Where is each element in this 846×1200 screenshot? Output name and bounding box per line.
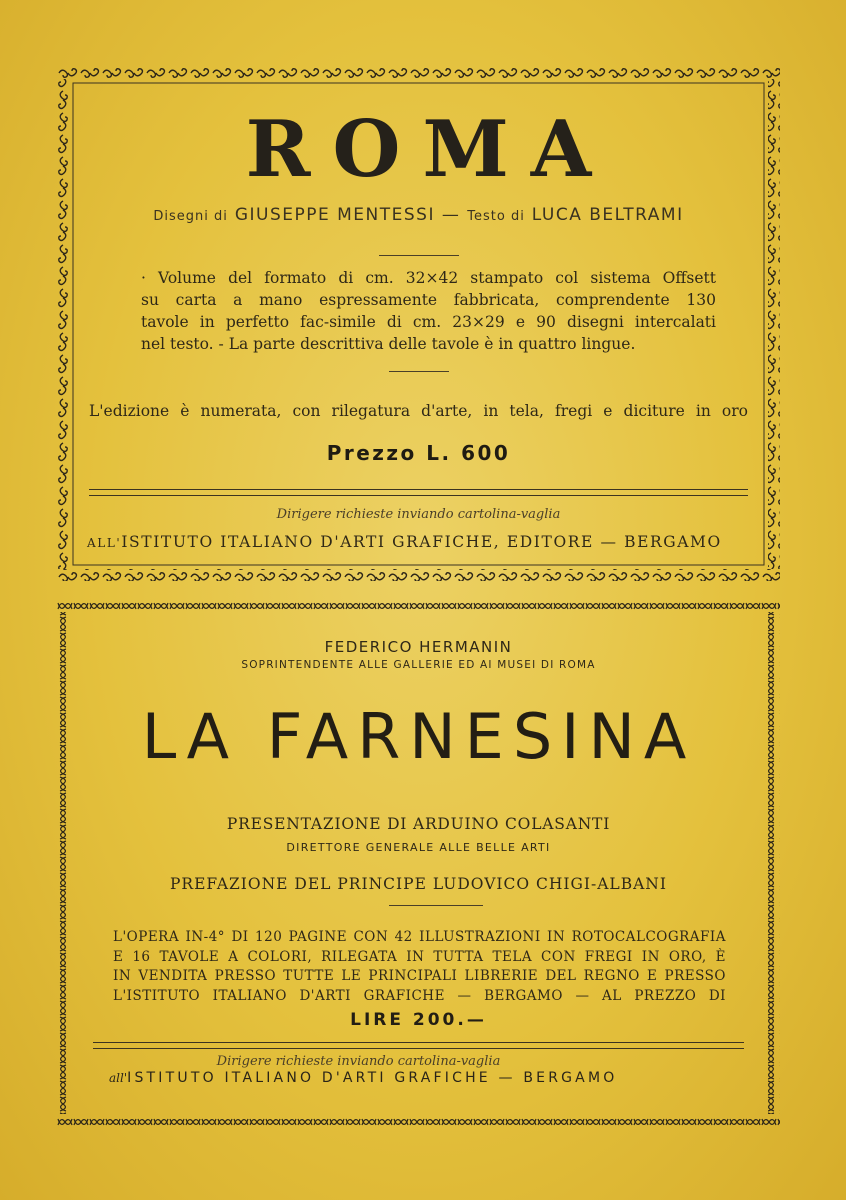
farnesina-author-role: SOPRINTENDENTE ALLE GALLERIE ED AI MUSEI DI ROMA — [241, 659, 596, 671]
description-line: nel testo. - La parte descrittiva delle tavole è in quattro lingue. — [141, 335, 636, 353]
divider — [379, 255, 459, 256]
description-line: su carta a mano espressamente fabbricata, comprendente 130 — [141, 291, 716, 309]
divider — [389, 371, 449, 372]
illustrator-name: GIUSEPPE MENTESSI — [234, 205, 435, 225]
credits-prefix: Disegni di — [153, 209, 228, 224]
divider — [389, 905, 483, 906]
roma-title: ROMA — [245, 104, 614, 195]
double-rule — [93, 1042, 744, 1049]
credits-dash: — — [441, 205, 461, 225]
description-line: · Volume del formato di cm. 32×42 stampato col sistema Offsett — [141, 269, 716, 287]
description-line: IN VENDITA PRESSO TUTTE LE PRINCIPALI LIBRERIE DEL REGNO E PRESSO — [113, 968, 726, 984]
farnesina-order-instructions: Dirigere richieste inviando cartolina-vaglia — [216, 1054, 501, 1069]
publisher-prefix: all' — [109, 1071, 128, 1085]
roma-advertisement — [57, 67, 780, 581]
double-rule — [89, 489, 748, 496]
description-line: E 16 TAVOLE A COLORI, RILEGATA IN TUTTA TELA CON FREGI IN ORO, È — [113, 948, 726, 965]
publisher-name: ISTITUTO ITALIANO D'ARTI GRAFICHE, EDITORE — BERGAMO — [121, 533, 722, 551]
farnesina-presentation: PRESENTAZIONE DI ARDUINO COLASANTI — [226, 815, 611, 833]
farnesina-author: FEDERICO HERMANIN — [324, 638, 513, 656]
description-line: L'ISTITUTO ITALIANO D'ARTI GRAFICHE — BERGAMO — AL PREZZO DI — [113, 987, 726, 1004]
farnesina-presenter-role: DIRETTORE GENERALE ALLE BELLE ARTI — [286, 841, 551, 854]
roma-publisher — [87, 533, 752, 551]
farnesina-preface: PREFAZIONE DEL PRINCIPE LUDOVICO CHIGI-ALBANI — [170, 875, 667, 893]
roma-edition-note: L'edizione è numerata, con rilegatura d'arte, in tela, fregi e diciture in oro — [89, 402, 748, 420]
farnesina-advertisement — [57, 600, 780, 1126]
farnesina-price: LIRE 200.— — [350, 1010, 487, 1030]
publisher-name: ISTITUTO ITALIANO D'ARTI GRAFICHE — BERGAMO — [127, 1070, 618, 1086]
description-line: L'OPERA IN-4° DI 120 PAGINE CON 42 ILLUSTRAZIONI IN ROTOCALCOGRAFIA — [113, 929, 726, 945]
credits-text-label: Testo di — [467, 209, 525, 224]
publisher-prefix: ALL' — [87, 536, 122, 550]
writer-name: LUCA BELTRAMI — [531, 205, 684, 225]
roma-credits — [81, 205, 756, 225]
farnesina-description — [113, 928, 726, 1006]
roma-description — [141, 267, 716, 355]
roma-order-instructions: Dirigere richieste inviando cartolina-vaglia — [276, 507, 561, 522]
description-line: tavole in perfetto fac-simile di cm. 23×29 e 90 disegni intercalati — [141, 313, 716, 331]
farnesina-title: LA FARNESINA — [141, 700, 696, 773]
farnesina-publisher — [109, 1070, 748, 1086]
roma-price: Prezzo L. 600 — [326, 441, 511, 465]
